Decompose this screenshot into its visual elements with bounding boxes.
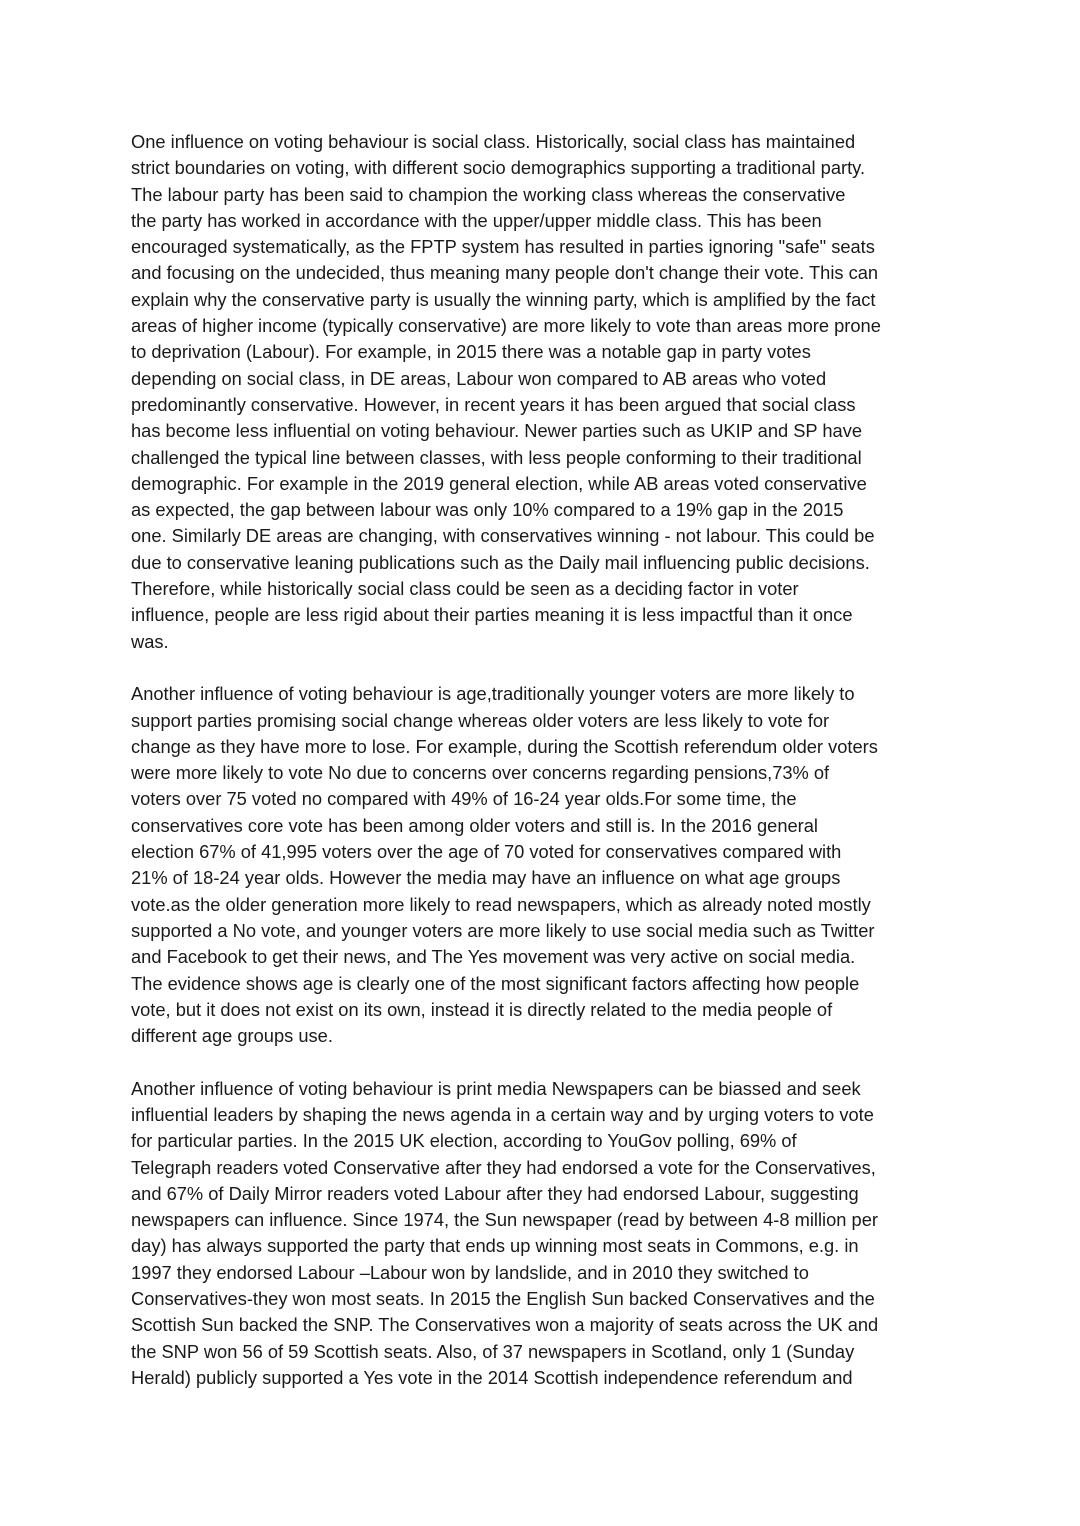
essay-body xyxy=(131,129,959,1418)
paragraph-social-class: One influence on voting behaviour is social class. Historically, social class has maintained strict boundaries on voting, with different socio demographics supporting a traditional party. The labour party has been said to champion the working class whereas the conservative the party has worked in accordance with the upper/upper middle class. This has been encouraged systematically, as the FPTP system has resulted in parties ignoring "safe" seats and focusing on the undecided, thus meaning many people don't change their vote. This can explain why the conservative party is usually the winning party, which is amplified by the fact areas of higher income (typically conservative) are more likely to vote than areas more prone to deprivation (Labour). For example, in 2015 there was a notable gap in party votes depending on social class, in DE areas, Labour won compared to AB areas who voted predominantly conservative. However, in recent years it has been argued that social class has become less influential on voting behaviour. Newer parties such as UKIP and SP have challenged the typical line between classes, with less people conforming to their traditional demographic. For example in the 2019 general election, while AB areas voted conservative as expected, the gap between labour was only 10% compared to a 19% gap in the 2015 one. Similarly DE areas are changing, with conservatives winning - not labour. This could be due to conservative leaning publications such as the Daily mail influencing public decisions. Therefore, while historically social class could be seen as a deciding factor in voter influence, people are less rigid about their parties meaning it is less impactful than it once was. xyxy=(131,131,881,652)
paragraph-print-media: Another influence of voting behaviour is print media Newspapers can be biassed and seek influential leaders by shaping the news agenda in a certain way and by urging voters to vote for particular parties. In the 2015 UK election, according to YouGov polling, 69% of Telegraph readers voted Conservative after they had endorsed a vote for the Conservatives, and 67% of Daily Mirror readers voted Labour after they had endorsed Labour, suggesting newspapers can influence. Since 1974, the Sun newspaper (read by between 4-8 million per day) has always supported the party that ends up winning most seats in Commons, e.g. in 1997 they endorsed Labour –Labour won by landslide, and in 2010 they switched to Conservatives-they won most seats. In 2015 the English Sun backed Conservatives and the Scottish Sun backed the SNP. The Conservatives won a majority of seats across the UK and the SNP won 56 of 59 Scottish seats. Also, of 37 newspapers in Scotland, only 1 (Sunday Herald) publicly supported a Yes vote in the 2014 Scottish independence referendum and xyxy=(131,1077,879,1388)
paragraph-age: Another influence of voting behaviour is age,traditionally younger voters are more likely to support parties promising social change whereas older voters are less likely to vote for change as they have more to lose. For example, during the Scottish referendum older voters were more likely to vote No due to concerns over concerns regarding pensions,73% of voters over 75 voted no compared with 49% of 16-24 year olds.For some time, the conservatives core vote has been among older voters and still is. In the 2016 general election 67% of 41,995 voters over the age of 70 voted for conservatives compared with 21% of 18-24 year olds. However the media may have an influence on what age groups vote.as the older generation more likely to read newspapers, which as already noted mostly supported a No vote, and younger voters are more likely to use social media such as Twitter and Facebook to get their news, and The Yes movement was very active on social media. The evidence shows age is clearly one of the most significant factors affecting how people vote, but it does not exist on its own, instead it is directly related to the media people of different age groups use. xyxy=(131,683,878,1047)
